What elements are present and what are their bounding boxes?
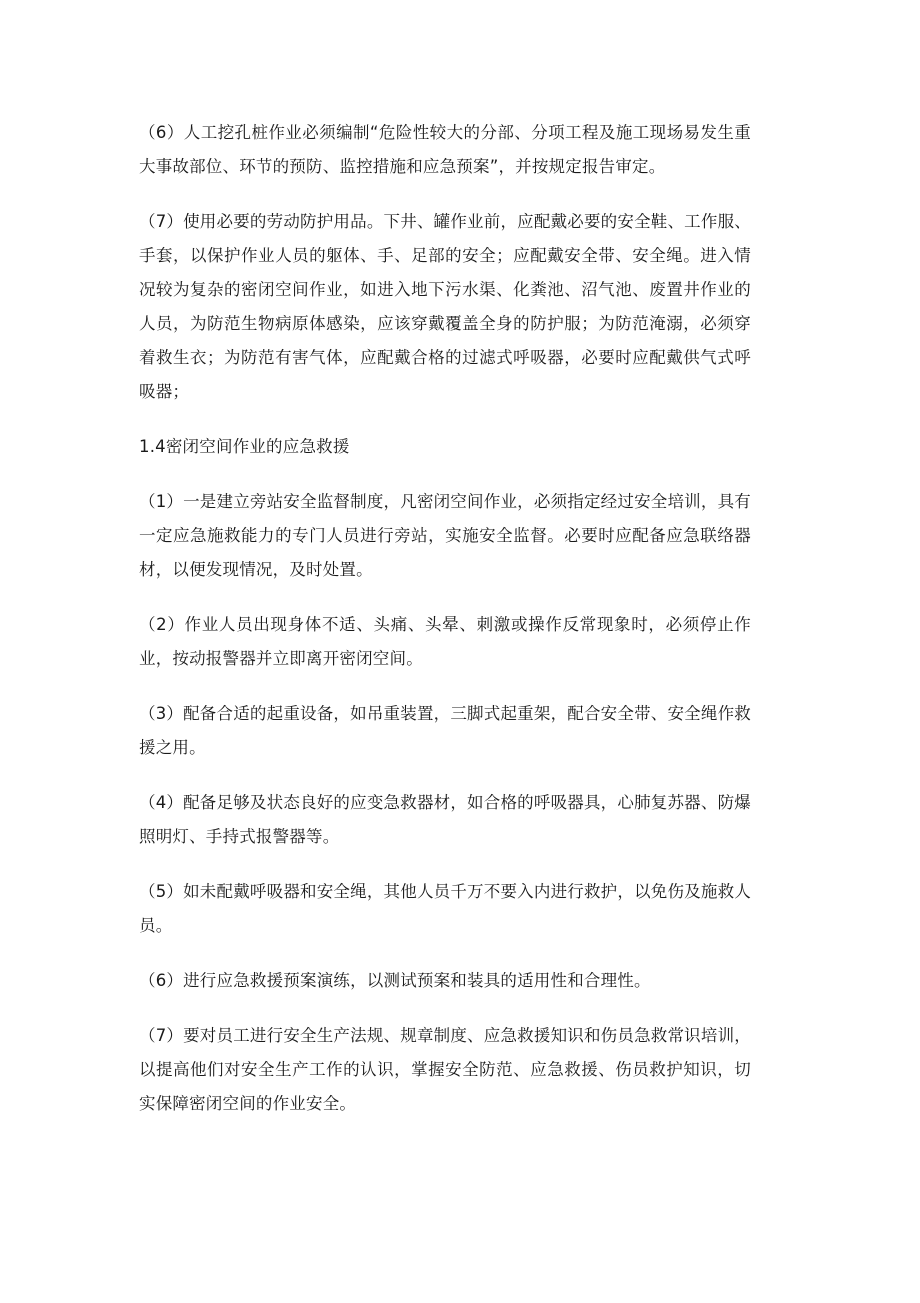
rescue-paragraph-2: （2）作业人员出现身体不适、头痛、头晕、刺激或操作反常现象时，必须停止作业，按动报警器并立即离开密闭空间。: [139, 615, 751, 668]
rescue-paragraph-3: （3）配备合适的起重设备，如吊重装置，三脚式起重架，配合安全带、安全绳作救援之用。: [139, 704, 751, 757]
section-heading-emergency-rescue: 1.4密闭空间作业的应急救援: [139, 437, 350, 456]
rescue-paragraph-5: （5）如未配戴呼吸器和安全绳，其他人员千万不要入内进行救护，以免伤及施救人员。: [139, 882, 751, 935]
paragraph-7-protective-equipment: （7）使用必要的劳动防护用品。下井、罐作业前，应配戴必要的安全鞋、工作服、手套，以保护作业人员的躯体、手、足部的安全；应配戴安全带、安全绳。进入情况较为复杂的密闭空间作业，如进入地下污水渠、化粪池、沼气池、废置井作业的人员，为防范生物病原体感染，应该穿戴覆盖全身的防护服；为防范淹溺，必须穿着救生衣；为防范有害气体，应配戴合格的过滤式呼吸器，必要时应配戴供气式呼吸器；: [139, 212, 751, 401]
document-body: [139, 116, 751, 1142]
rescue-paragraph-6: （6）进行应急救援预案演练，以测试预案和装具的适用性和合理性。: [139, 971, 651, 990]
rescue-paragraph-7: （7）要对员工进行安全生产法规、规章制度、应急救援知识和伤员急救常识培训，以提高他们对安全生产工作的认识，掌握安全防范、应急救援、伤员救护知识，切实保障密闭空间的作业安全。: [139, 1026, 751, 1113]
rescue-paragraph-4: （4）配备足够及状态良好的应变急救器材，如合格的呼吸器具，心肺复苏器、防爆照明灯、手持式报警器等。: [139, 793, 751, 846]
rescue-paragraph-1: （1）一是建立旁站安全监督制度，凡密闭空间作业，必须指定经过安全培训，具有一定应急施救能力的专门人员进行旁站，实施安全监督。必要时应配备应急联络器材，以便发现情况，及时处置。: [139, 492, 751, 579]
paragraph-6-pile-excavation: （6）人工挖孔桩作业必须编制“危险性较大的分部、分项工程及施工现场易发生重大事故部位、环节的预防、监控措施和应急预案”，并按规定报告审定。: [139, 123, 751, 176]
